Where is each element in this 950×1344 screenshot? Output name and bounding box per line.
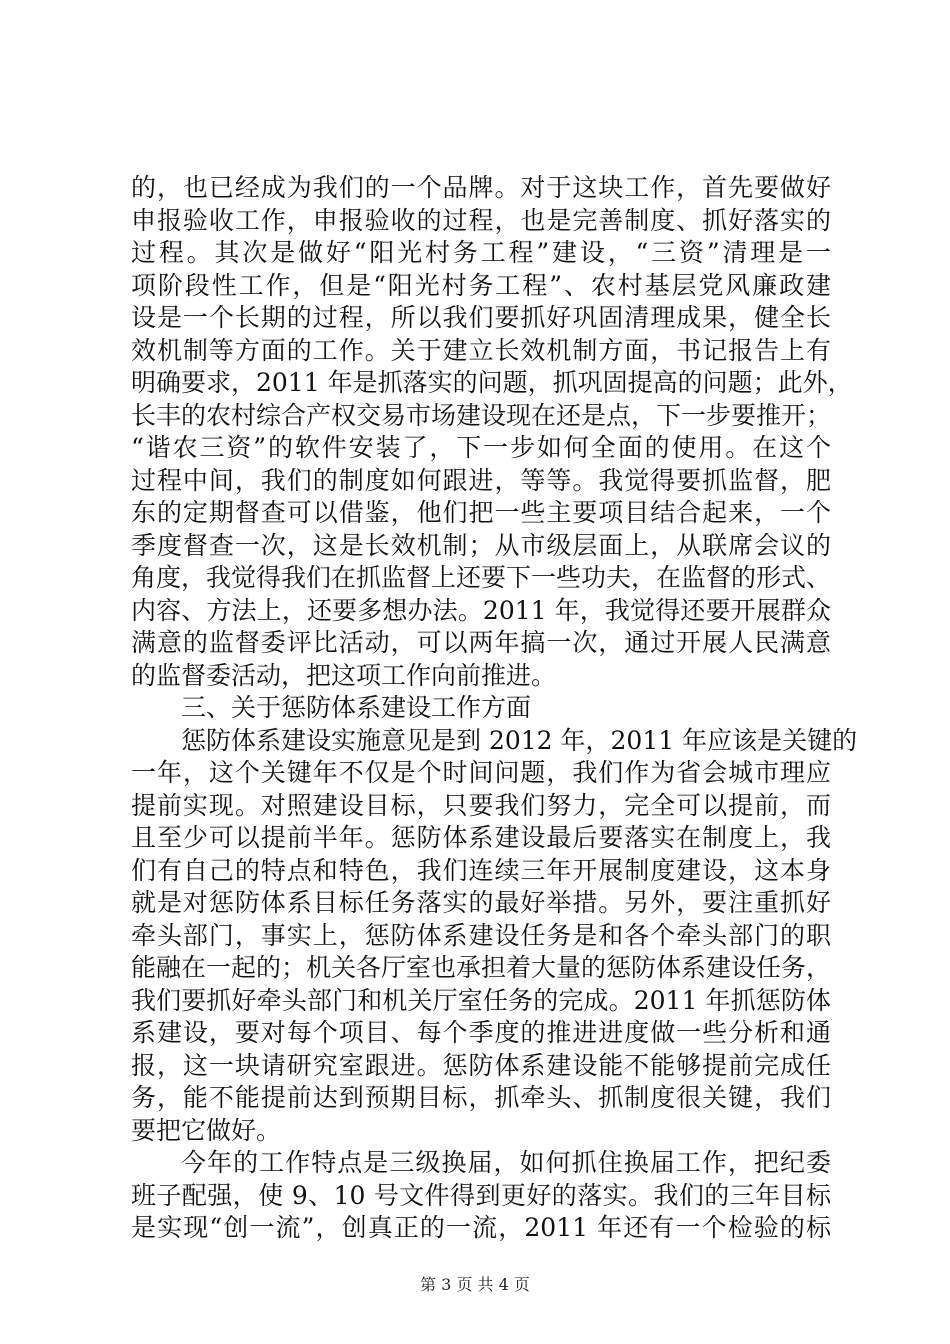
body-line: 就是对惩防体系目标任务落实的最好举措。另外，要注重抓好 xyxy=(131,888,831,917)
body-line: 过程中间，我们的制度如何跟进，等等。我觉得要抓监督，肥 xyxy=(131,465,831,495)
body-line: 系建设，要对每个项目、每个季度的推进进度做一些分析和通 xyxy=(131,1018,831,1047)
body-line: 报，这一块请研究室跟进。惩防体系建设能不能够提前完成任 xyxy=(131,1050,831,1080)
body-line: 我们要抓好牵头部门和机关厅室任务的完成。2011 年抓惩防体 xyxy=(131,985,831,1015)
page-footer xyxy=(0,1275,950,1295)
body-line: 一年，这个关键年不仅是个时间问题，我们作为省会城市理应 xyxy=(131,758,831,787)
body-line: 提前实现。对照建设目标，只要我们努力，完全可以提前，而 xyxy=(131,790,831,820)
body-line: 角度，我觉得我们在抓监督上还要下一些功夫，在监督的形式、 xyxy=(131,563,832,592)
body-line: 的监督委活动，把这项工作向前推进。 xyxy=(131,660,557,690)
body-line: 们有自己的特点和特色，我们连续三年开展制度建设，这本身 xyxy=(131,855,831,885)
body-line: 长丰的农村综合产权交易市场建设现在还是点，下一步要推开； xyxy=(131,400,832,430)
body-line: 是实现“创一流”，创真正的一流，2011 年还有一个检验的标 xyxy=(131,1213,831,1242)
section-heading: 三、关于惩防体系建设工作方面 xyxy=(181,693,532,722)
body-line: 内容、方法上，还要多想办法。2011 年，我觉得还要开展群众 xyxy=(131,595,831,625)
body-line: 东的定期督查可以借鉴，他们把一些主要项目结合起来，一个 xyxy=(131,498,831,527)
page-number: 第 3 页 共 4 页 xyxy=(420,1275,530,1294)
body-line: 明确要求，2011 年是抓落实的问题，抓巩固提高的问题；此外， xyxy=(131,368,853,397)
body-line: 季度督查一次，这是长效机制；从市级层面上，从联席会议的 xyxy=(131,530,831,560)
body-line: 的，也已经成为我们的一个品牌。对于这块工作，首先要做好 xyxy=(131,173,831,202)
body-line: 项阶段性工作，但是“阳光村务工程”、农村基层党风廉政建 xyxy=(131,270,831,300)
body-line: 今年的工作特点是三级换届，如何抓住换届工作，把纪委 xyxy=(181,1148,831,1177)
body-line: 惩防体系建设实施意见是到 2012 年，2011 年应该是关键的 xyxy=(181,725,858,755)
document-body xyxy=(131,172,858,1245)
body-line: 设是一个长期的过程，所以我们要抓好巩固清理成果，健全长 xyxy=(131,303,831,332)
body-line: 班子配强，使 9、10 号文件得到更好的落实。我们的三年目标 xyxy=(131,1180,831,1210)
body-line: 满意的监督委评比活动，可以两年搞一次，通过开展人民满意 xyxy=(131,628,831,657)
body-line: 且至少可以提前半年。惩防体系建设最后要落实在制度上，我 xyxy=(131,823,831,852)
body-line: 过程。其次是做好“阳光村务工程”建设，“三资”清理是一 xyxy=(131,238,831,267)
body-line: 务，能不能提前达到预期目标，抓牵头、抓制度很关键，我们 xyxy=(131,1083,831,1112)
body-line: 申报验收工作，申报验收的过程，也是完善制度、抓好落实的 xyxy=(131,205,831,235)
body-line: 要把它做好。 xyxy=(131,1115,282,1145)
body-line: 牵头部门，事实上，惩防体系建设任务是和各个牵头部门的职 xyxy=(131,920,831,950)
body-line: 能融在一起的；机关各厅室也承担着大量的惩防体系建设任务， xyxy=(131,953,832,982)
body-line: 效机制等方面的工作。关于建立长效机制方面，书记报告上有 xyxy=(131,335,831,365)
body-line: “谐农三资”的软件安装了，下一步如何全面的使用。在这个 xyxy=(131,433,831,462)
